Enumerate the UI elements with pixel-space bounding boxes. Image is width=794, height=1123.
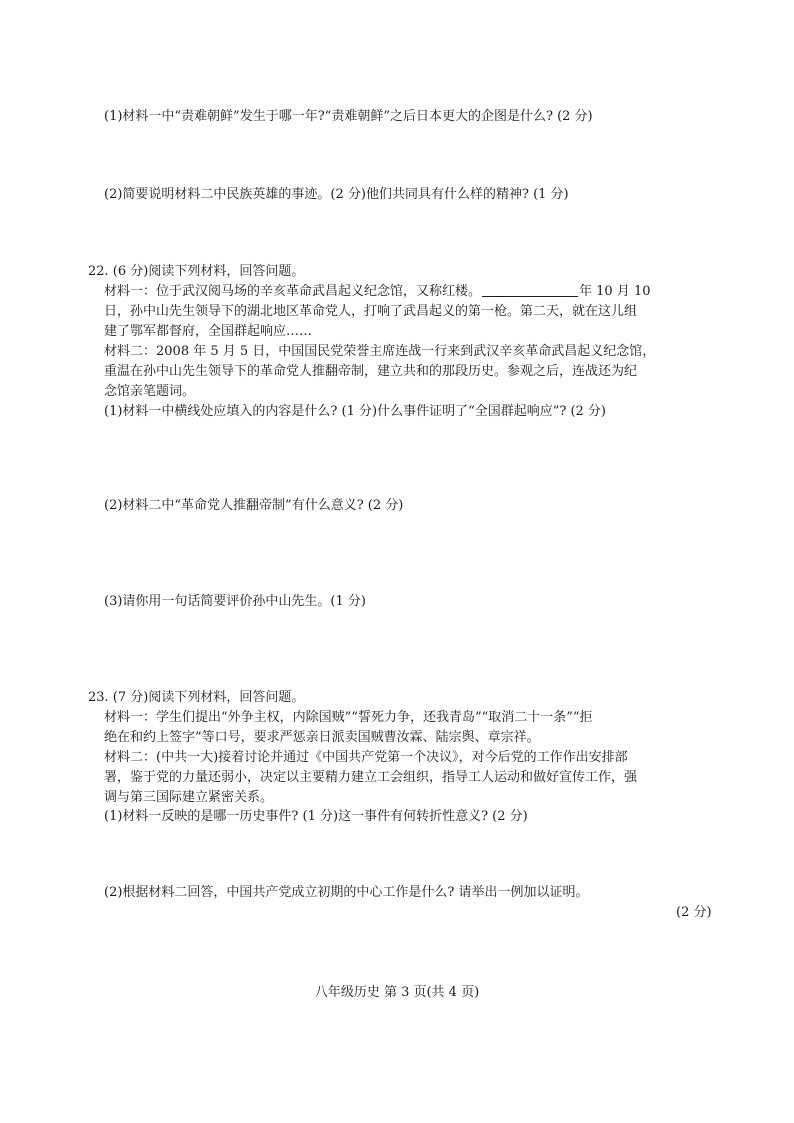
q22-material1-line3: 建了鄂军都督府，全国群起响应……: [104, 324, 313, 339]
q23-sub2: (2)根据材料二回答，中国共产党成立初期的中心工作是什么? 请举出一例加以证明。: [104, 885, 589, 900]
q23-sub1: (1)材料一反映的是哪一历史事件? (1 分)这一事件有何转折性意义? (2 分): [104, 809, 528, 824]
q22-material2-line2: 重温在孙中山先生领导下的革命党人推翻帝制，建立共和的那段历史。参观之后，连战还为纪: [104, 364, 638, 379]
q21-sub1: (1)材料一中“责难朝鲜”发生于哪一年?“责难朝鲜”之后日本更大的企图是什么? (2 分): [104, 109, 593, 124]
q22-sub3: (3)请你用一句话简要评价孙中山先生。(1 分): [104, 594, 366, 609]
q23-material1-line2: 绝在和约上签字”等口号，要求严惩亲日派卖国贼曹汝霖、陆宗舆、章宗祥。: [104, 730, 540, 745]
q22-material2-line1: 材料二：2008 年 5 月 5 日，中国国民党荣誉主席连战一行来到武汉辛亥革命武昌起义纪念馆，: [104, 344, 656, 359]
q22-sub1: (1)材料一中横线处应填入的内容是什么? (1 分)什么事件证明了“全国群起响应”? (2 分): [104, 404, 607, 419]
q23-heading: 23. (7 分)阅读下列材料，回答问题。: [88, 690, 305, 705]
q22-heading: 22. (6 分)阅读下列材料，回答问题。: [88, 264, 305, 279]
q23-material1-line1: 材料一：学生们提出“外争主权，内除国贼”“誓死力争，还我青岛”“取消二十一条”“拒: [104, 710, 593, 725]
q22-material1-line2: 日，孙中山先生领导下的湖北地区革命党人，打响了武昌起义的第一枪。第二天，就在这儿组: [104, 304, 638, 319]
q22-material1-line1: [104, 283, 651, 301]
q23-material2-line3: 调与第三国际建立紧密关系。: [104, 790, 274, 805]
q22-material1-line1-text: 材料一：位于武汉阅马场的辛亥革命武昌起义纪念馆，又称红楼。: [104, 284, 482, 299]
q21-sub2: (2)简要说明材料二中民族英雄的事迹。(2 分)他们共同具有什么样的精神? (1 分): [104, 187, 569, 202]
q22-material1-line1-tail: 年 10 月 10: [579, 284, 651, 299]
q22-sub2: (2)材料二中“革命党人推翻帝制”有什么意义? (2 分): [104, 498, 404, 513]
answer-blank: [482, 283, 578, 297]
page-footer: 八年级历史 第 3 页(共 4 页): [314, 985, 480, 1000]
q23-sub2-score: (2 分): [676, 905, 712, 920]
q22-material2-line3: 念馆亲笔题词。: [104, 384, 196, 399]
q23-material2-line2: 署，鉴于党的力量还弱小，决定以主要精力建立工会组织，指导工人运动和做好宣传工作，强: [104, 770, 638, 785]
q23-material2-line1: 材料二：(中共一大)接着讨论并通过《中国共产党第一个决议》，对今后党的工作作出安排部: [104, 750, 628, 765]
